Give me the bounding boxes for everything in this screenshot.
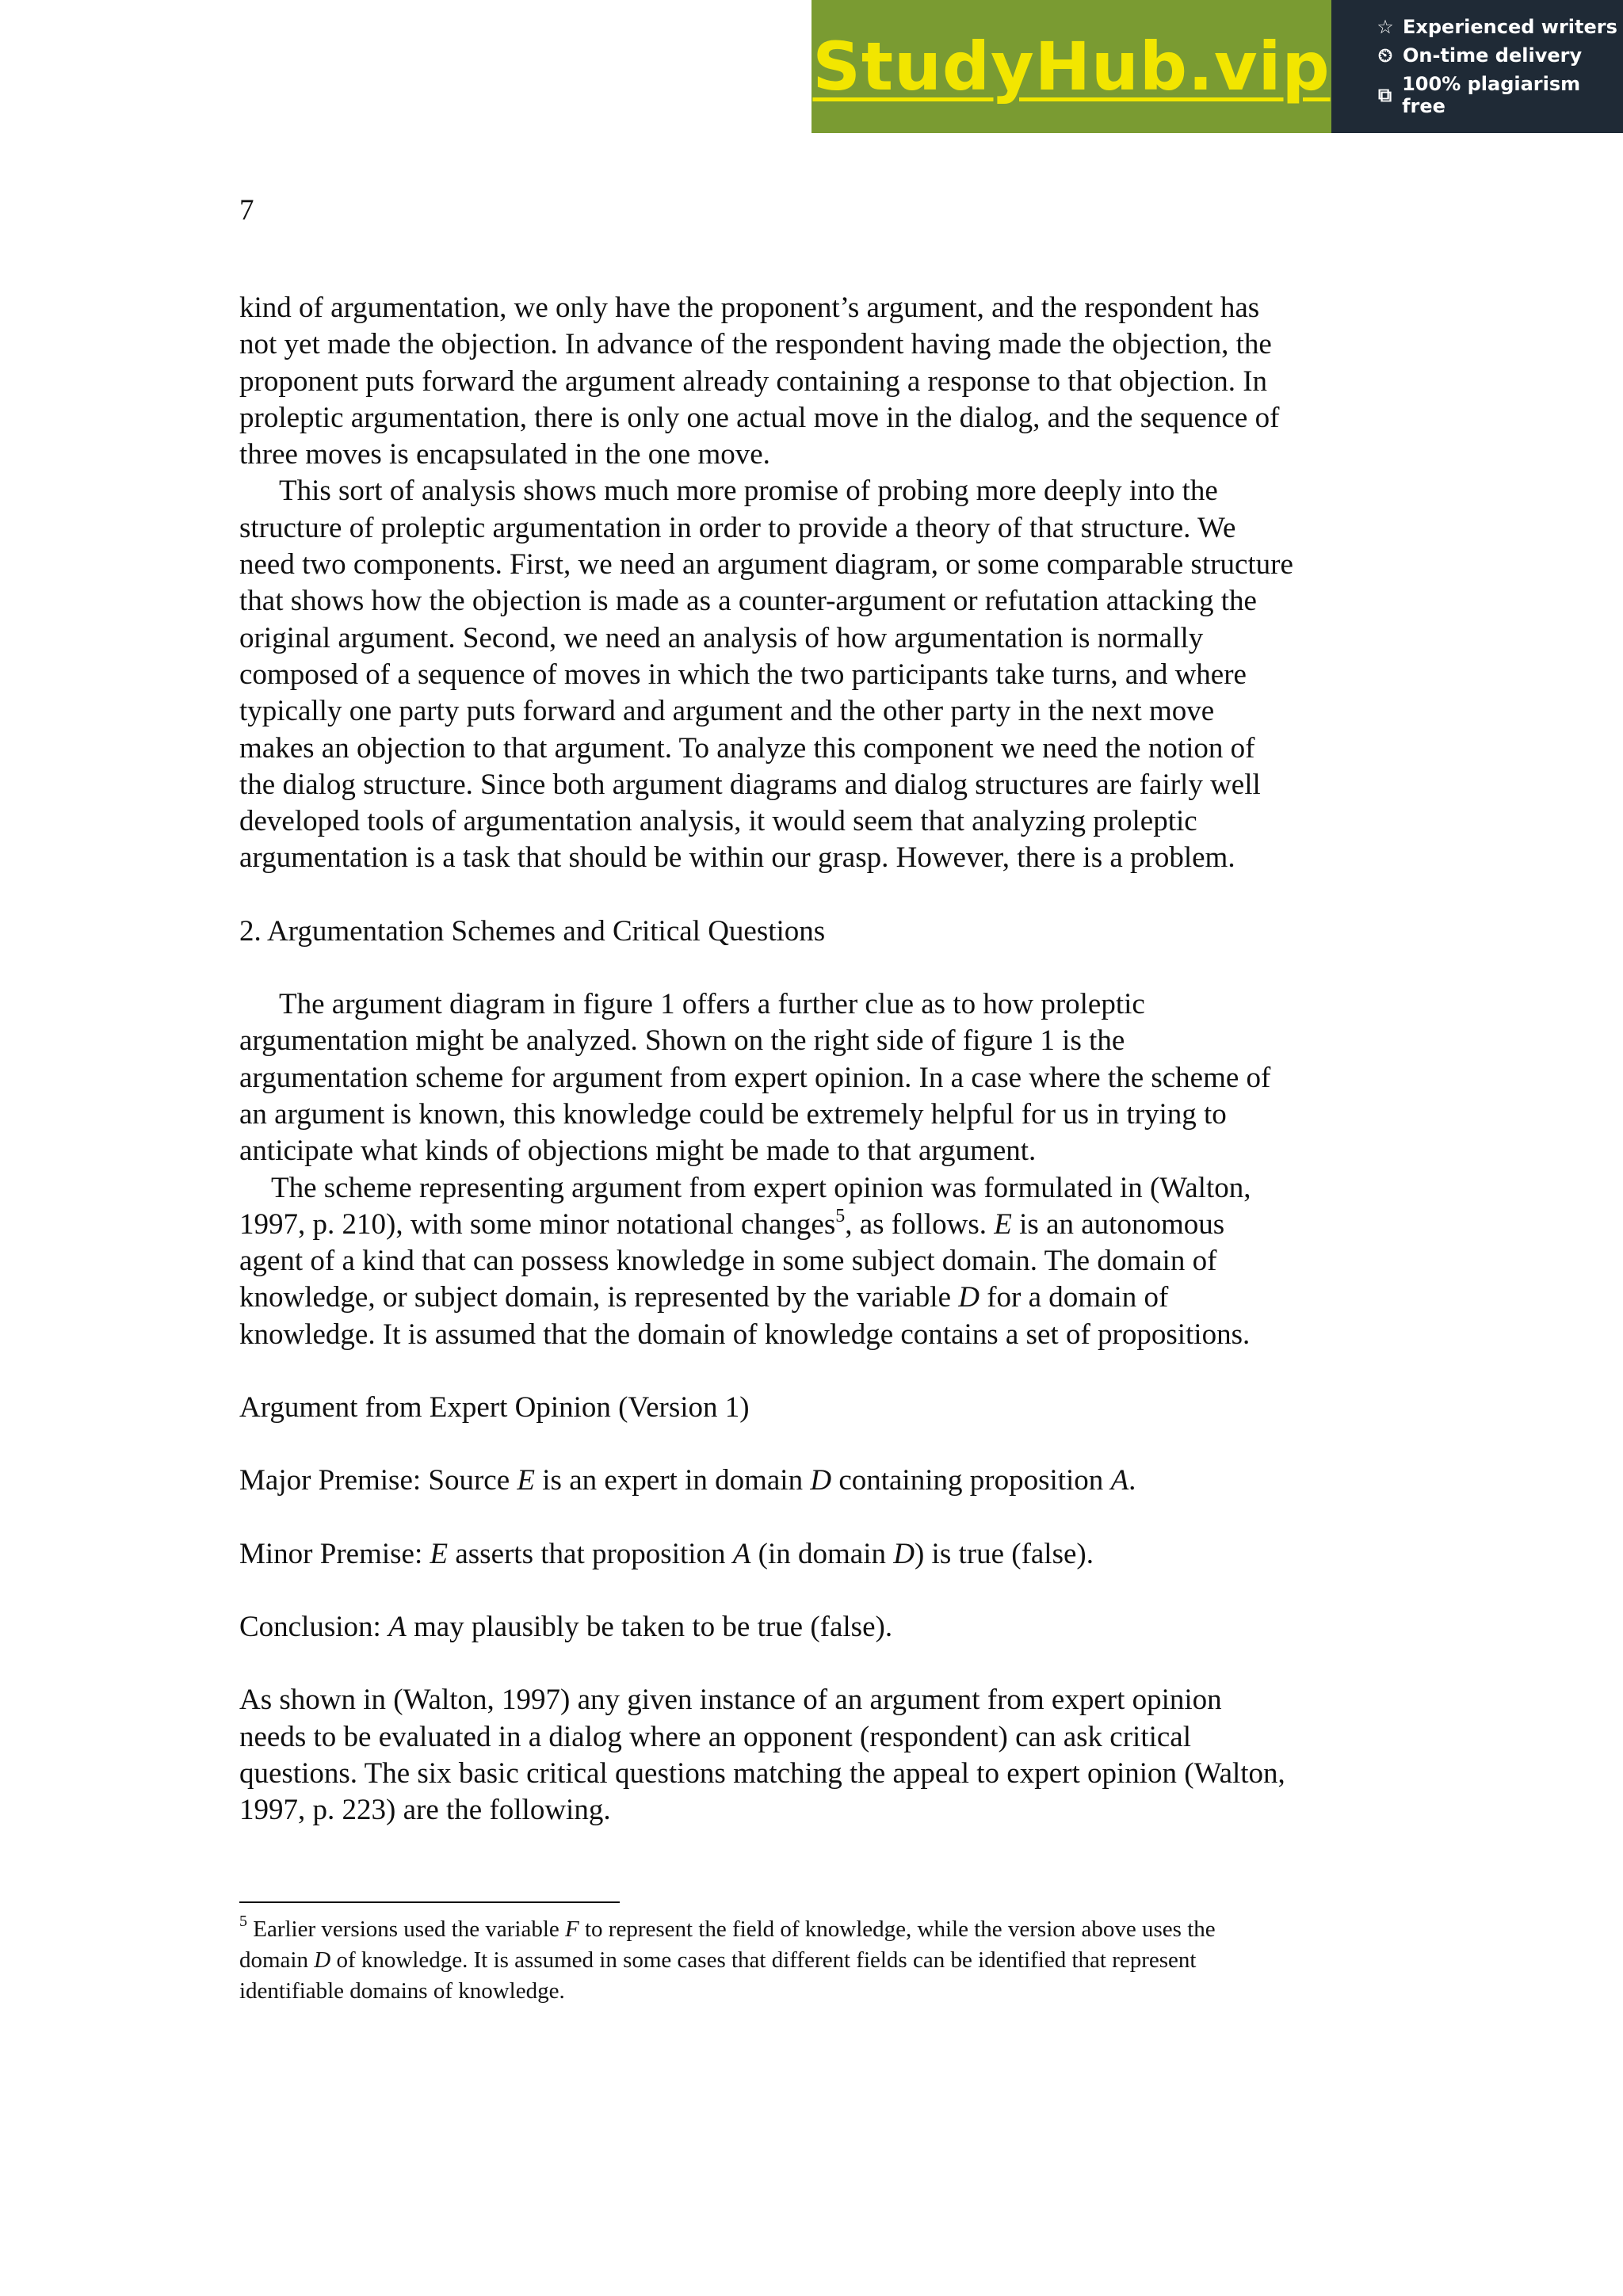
text-span: knowledge, or subject domain, is represented by the variable — [239, 1281, 959, 1314]
variable: E — [517, 1464, 536, 1497]
text-line: need two components. First, we need an argument diagram, or some comparable structure — [239, 548, 1293, 582]
text-line: The scheme representing argument from expert opinion was formulated in (Walton, — [271, 1171, 1251, 1204]
text-line: argumentation might be analyzed. Shown on the right side of figure 1 is the — [239, 1024, 1125, 1058]
star-outline-icon: ☆ — [1377, 16, 1394, 38]
logo-text: StudyHub.vip — [812, 28, 1331, 105]
text-span: , as follows. — [845, 1207, 995, 1241]
text-line: agent of a kind that can possess knowledge in some subject domain. The domain of — [239, 1245, 1217, 1278]
text-line: 1997, p. 223) are the following. — [239, 1794, 611, 1827]
text-span: 1997, p. 210), with some minor notational changes — [239, 1207, 836, 1241]
text-line — [239, 1207, 1396, 1243]
text-span: asserts that proposition — [448, 1537, 733, 1570]
text-span: (in domain — [750, 1537, 894, 1570]
text-span: Conclusion: — [239, 1610, 389, 1643]
section-heading: 2. Argumentation Schemes and Critical Questions — [239, 914, 826, 948]
scheme-title: Argument from Expert Opinion (Version 1) — [239, 1391, 750, 1425]
text-line: knowledge. It is assumed that the domain of knowledge contains a set of propositions. — [239, 1318, 1251, 1351]
text-span: containing proposition — [831, 1464, 1111, 1497]
text-span: ) is true (false). — [914, 1537, 1094, 1570]
footnote — [239, 1914, 1396, 2007]
footnote-divider — [239, 1901, 620, 1903]
text-line: proponent puts forward the argument already containing a response to that objection. In — [239, 364, 1268, 398]
paragraph-2 — [239, 473, 1396, 876]
variable: D — [958, 1281, 980, 1314]
footnote-marker: 5 — [239, 1913, 247, 1931]
text-line: composed of a sequence of moves in which the two participants take turns, and where — [239, 658, 1247, 691]
minor-premise — [239, 1536, 1396, 1573]
text-line: makes an objection to that argument. To analyze this component we need the notion of — [239, 731, 1255, 765]
feature-label: On-time delivery — [1403, 44, 1583, 67]
feature-on-time-delivery — [1374, 44, 1623, 67]
text-line: not yet made the objection. In advance of the respondent having made the objection, the — [239, 328, 1272, 361]
text-line: proleptic argumentation, there is only one actual move in the dialog, and the sequence of — [239, 401, 1280, 434]
major-premise — [239, 1463, 1396, 1499]
text-line: developed tools of argumentation analysis, it would seem that analyzing proleptic — [239, 805, 1197, 838]
clock-icon: ⏲ — [1377, 44, 1393, 67]
feature-plagiarism-free — [1374, 73, 1623, 117]
variable: A — [388, 1610, 407, 1643]
footnote-line — [239, 1945, 1396, 1976]
text-line: argumentation scheme for argument from expert opinion. In a case where the scheme of — [239, 1061, 1271, 1094]
text-line: kind of argumentation, we only have the proponent’s argument, and the respondent has — [239, 292, 1260, 324]
text-span: of knowledge. It is assumed in some cases that different fields can be identified that represent — [330, 1947, 1197, 1973]
feature-label: Experienced writers — [1403, 16, 1617, 38]
text-line: questions. The six basic critical questions matching the appeal to expert opinion (Walton, — [239, 1756, 1285, 1790]
text-span: Earlier versions used the variable — [247, 1917, 566, 1942]
text-span: domain — [239, 1947, 315, 1973]
page-number: 7 — [239, 194, 254, 227]
variable: E — [994, 1207, 1012, 1241]
text-line: an argument is known, this knowledge could be extremely helpful for us in trying to — [239, 1097, 1227, 1131]
text-line: typically one party puts forward and argument and the other party in the next move — [239, 695, 1215, 728]
text-line: three moves is encapsulated in the one move. — [239, 438, 770, 471]
variable: F — [565, 1917, 579, 1942]
text-line: structure of proleptic argumentation in order to provide a theory of that structure. We — [239, 511, 1236, 544]
paragraph-3 — [239, 986, 1396, 1169]
text-line: that shows how the objection is made as a counter-argument or refutation attacking the — [239, 585, 1257, 618]
variable: A — [1110, 1464, 1129, 1497]
document-body — [239, 290, 1396, 1829]
text-line: the dialog structure. Since both argument diagrams and dialog structures are fairly well — [239, 768, 1261, 801]
variable: E — [430, 1537, 449, 1570]
text-span: is an autonomous — [1011, 1207, 1225, 1241]
variable: D — [893, 1537, 915, 1570]
copy-icon: ⧉ — [1377, 84, 1392, 106]
studyhub-banner[interactable] — [812, 0, 1623, 133]
feature-label: 100% plagiarism free — [1402, 73, 1581, 117]
text-span: for a domain of — [979, 1281, 1169, 1314]
footnote-ref[interactable]: 5 — [835, 1205, 846, 1226]
text-span: Major Premise: Source — [239, 1464, 517, 1497]
text-line: The argument diagram in figure 1 offers a further clue as to how proleptic — [279, 988, 1145, 1021]
footnote-line — [239, 1914, 1396, 1945]
studyhub-logo[interactable] — [812, 0, 1331, 133]
conclusion — [239, 1609, 1396, 1646]
text-span: is an expert in domain — [535, 1464, 811, 1497]
text-span: . — [1128, 1464, 1136, 1497]
footnote-line: identifiable domains of knowledge. — [239, 1978, 565, 2004]
text-span: Minor Premise: — [239, 1537, 430, 1570]
feature-experienced-writers — [1374, 16, 1623, 38]
variable: D — [810, 1464, 832, 1497]
text-line: needs to be evaluated in a dialog where an opponent (respondent) can ask critical — [239, 1720, 1192, 1753]
text-span: to represent the field of knowledge, while the version above uses the — [579, 1917, 1216, 1942]
text-line: anticipate what kinds of objections might be made to that argument. — [239, 1135, 1037, 1168]
feature-list — [1331, 0, 1623, 133]
paragraph-5 — [239, 1682, 1396, 1829]
paragraph-1 — [239, 290, 1396, 473]
variable: D — [314, 1947, 331, 1973]
text-line: argumentation is a task that should be within our grasp. However, there is a problem. — [239, 841, 1235, 875]
paragraph-4 — [239, 1170, 1396, 1353]
text-line: original argument. Second, we need an analysis of how argumentation is normally — [239, 621, 1204, 654]
variable: A — [732, 1537, 751, 1570]
text-line: As shown in (Walton, 1997) any given instance of an argument from expert opinion — [239, 1684, 1222, 1717]
text-span: may plausibly be taken to be true (false). — [406, 1610, 893, 1643]
text-line — [239, 1280, 1396, 1316]
text-line: This sort of analysis shows much more promise of probing more deeply into the — [279, 475, 1218, 508]
